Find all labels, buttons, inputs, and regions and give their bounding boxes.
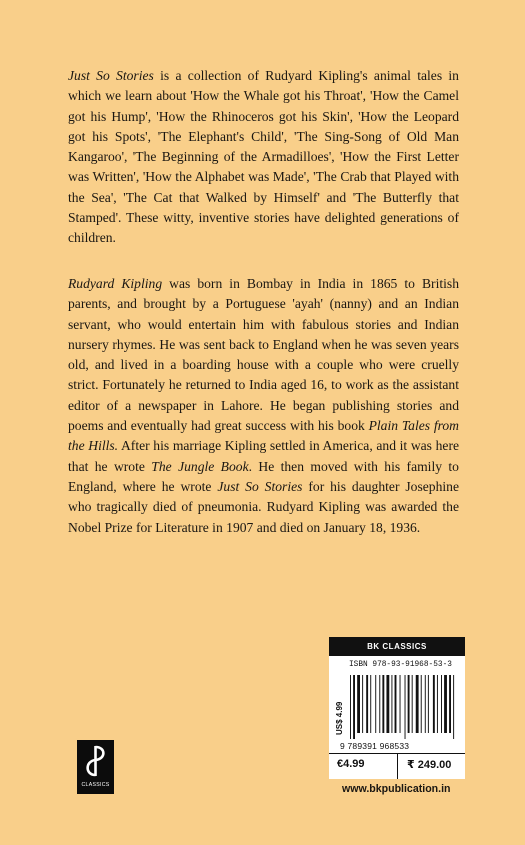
bk-logo-icon [77,740,114,782]
author-book-1: Plain Tales from the Hills. [68,418,459,454]
barcode-box [329,637,465,779]
author-book-2: The Jungle Book [151,458,249,474]
author-bio-text-1: was born in Bombay in India in 1865 to British parents, and brought by a Portuguese 'ayah' (nanny) and an Indian servant, who would entertain him with fabulous stories and Indian nursery rhymes. He was sent back to England when he was seven years old, and lived in a boarding house with a couple who were cruelly strict. Fortunately he returned to India aged 16, to work as the assistant editor of a newspaper in Lahore. He began publishing stories and poems and eventually had great success with his book [68,276,459,434]
synopsis-text: is a collection of Rudyard Kipling's animal tales in which we learn about 'How the Whale got his Throat', 'How the Camel got his Hump', 'How the Rhinoceros got his Skin', 'How the Leopard got his Spots', 'The Elephant's Child', 'The Sing-Song of Old Man Kangaroo', 'The Beginning of the Armadilloes', 'How the First Letter was Written', 'How the Alphabet was Made', 'The Crab that Played with the Sea', 'The Cat that Walked by Himself' and 'The Butterfly that Stamped'. These witty, inventive stories have delighted generations of children. [68,68,459,246]
author-bio-text-4: for his daughter Josephine who tragically died of pneumonia. Rudyard Kipling was awarded the Nobel Prize for Literature in 1907 and died on January 18, 1936. [68,478,459,535]
bk-classics-logo [77,740,114,794]
author-bio-paragraph [68,274,459,538]
logo-text: CLASSICS [81,782,110,788]
inr-price: ₹ 249.00 [407,759,452,771]
author-bio-text-2: After his marriage Kipling settled in America, and it was here that he wrote [68,438,460,474]
author-bio-text-3: . He then moved with his family to England, where he wrote [68,458,459,494]
author-book-3: Just So Stories [217,478,303,494]
barcode-publisher-header: BK CLASSICS [329,637,465,656]
synopsis-paragraph [68,66,459,249]
synopsis-book-title: Just So Stories [68,68,154,83]
isbn-label: ISBN 978-93-91968-53-3 [349,661,452,669]
publisher-website: www.bkpublication.in [342,783,451,795]
barcode-digits: 9 789391 968533 [340,741,410,751]
author-name: Rudyard Kipling [68,276,163,291]
price-divider-vertical [397,753,398,779]
usd-price: US$ 4.99 [335,701,344,735]
barcode-bars [348,675,458,739]
eur-price: €4.99 [337,758,365,770]
